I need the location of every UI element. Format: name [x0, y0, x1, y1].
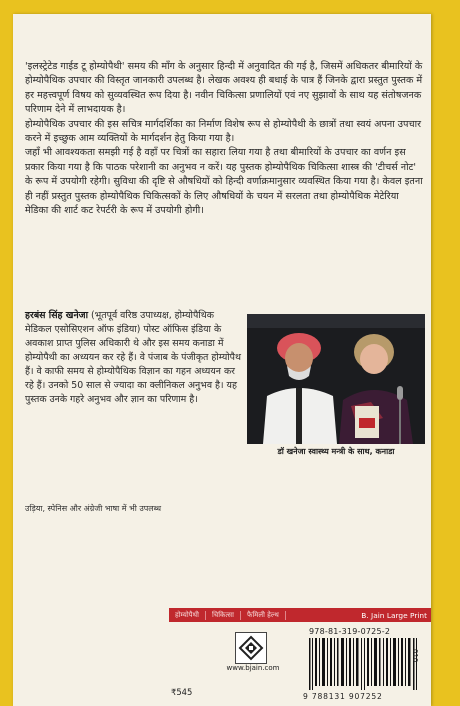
category-strip — [169, 608, 431, 622]
publisher-logo — [235, 632, 267, 664]
imprint-label: B. Jain Large Print — [361, 610, 427, 620]
price-code: 010 — [411, 649, 419, 663]
author-photo — [247, 314, 425, 444]
price-label: ₹545 — [171, 687, 193, 697]
barcode — [309, 638, 419, 690]
isbn-number: 978-81-319-0725-2 — [309, 627, 391, 636]
category-homeopathy: होम्योपैथी — [169, 611, 206, 620]
publisher-url: www.bjain.com — [226, 664, 280, 672]
author-name: हरबंस सिंह खनेजा — [25, 310, 89, 321]
photo-caption: डॉ खनेजा स्वास्थ्य मन्त्री के साथ, कनाडा — [277, 447, 395, 456]
intro-text — [25, 60, 423, 218]
author-bio-text: (भूतपूर्व वरिष्ठ उपाध्यक्ष, होम्योपैथिक मेडिकल एसोसिएशन ऑफ इंडिया) पोस्ट ऑफिस इंडिया के अवकाश प्राप्त पुलिस अधिकारी थे और इस समय कनाडा में होम्योपैथी का अध्ययन कर रहे हैं। वे पंजाब के पंजीकृत होम्योपैथ हैं। वे काफी समय से होम्योपैथिक विज्ञान का गहन अध्ययन कर रहे हैं। उनको 50 साल से ज्यादा का क्लीनिकल अनुभव है। यह पुस्तक उनके गहरे अनुभव और ज्ञान का परिणाम है। — [25, 310, 241, 405]
category-family-health: फैमिली हेल्थ — [241, 611, 286, 620]
intro-paragraph-1: 'इलस्ट्रेटेड गाईड टू होम्योपैथी' समय की माँग के अनुसार हिन्दी में अनुवादित की गई है, जिसमें अधिकतर बीमारियों के होम्योपैथिक उपचार की विस्तृत जानकारी उपलब्ध है। लेखक अवश्य ही बधाई के पात्र हैं जिनके द्वारा प्रस्तुत पुस्तक में हर महत्त्वपूर्ण विषय को सुव्यवस्थित रूप दिया है। नवीन चिकित्सा प्रणालियों एवं नए सुझावों के साथ यह संतोषजनक परिणाम देने में लाभदायक है। — [25, 61, 423, 116]
languages-note: उड़िया, स्पेनिस और अंग्रेजी भाषा में भी उपलब्ध — [25, 504, 162, 513]
isbn-barcode-digits: 9 788131 907252 — [303, 692, 383, 701]
category-medicine: चिकित्सा — [206, 611, 241, 620]
back-cover — [13, 14, 431, 706]
author-bio — [25, 309, 243, 407]
intro-paragraph-3: जहाँ भी आवश्यकता समझी गई है वहाँ पर चित्रों का सहारा लिया गया है तथा बीमारियों के उपचार का वर्णन इस प्रकार किया गया है कि पाठक परेशानी का अनुभव न करें। यह पुस्तक होम्योपैथिक चिकित्सा शास्त्र की 'टीचर्स नोट' के रूप में उपयोगी रहेगी। सुविधा की दृष्टि से औषधियों को हिन्दी वर्णाक्रमानुसार व्यवस्थित किया गया है। केवल इतना ही नहीं प्रस्तुत पुस्तक होम्योपैथिक चिकित्सकों के लिए औषधियों के चयन में सरलता तथा होम्योपैथिक मेटेरिया मेडिका की शार्ट कट रेपर्टरी के रूप में उपयोगी होगी। — [25, 147, 423, 217]
intro-paragraph-2: होम्योपैथिक उपचार की इस सचित्र मार्गदर्शिका का निर्माण विशेष रूप से होम्योपैथी के छात्रों तथा स्वयं अपना उपचार करने में इच्छुक आम व्यक्तियों के मार्गदर्शन हेतु किया गया है। — [25, 118, 421, 145]
